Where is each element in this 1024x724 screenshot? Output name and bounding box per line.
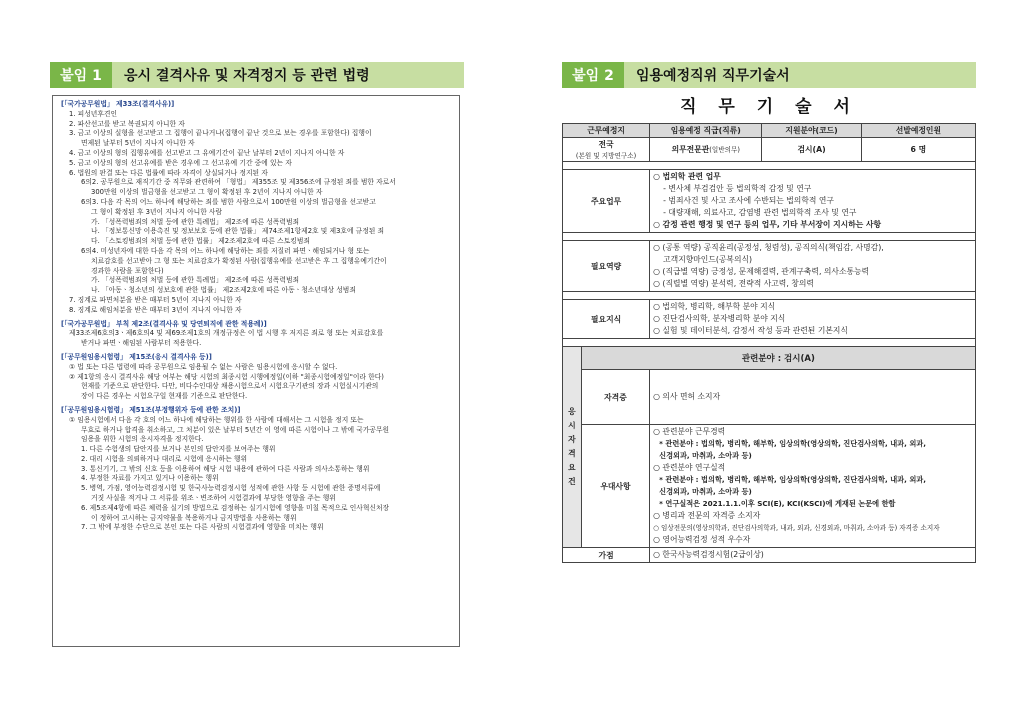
law-clause: 가. 「성폭력범죄의 처벌 등에 관한 특례법」 제2조에 따른 성폭력범죄 — [91, 217, 300, 226]
count-value: 6 명 — [861, 138, 975, 162]
row-gap — [563, 339, 976, 347]
left-section-header — [50, 62, 464, 88]
competency-item: ○ (직렬별 역량) 분석력, 전략적 사고력, 창의력 — [653, 279, 814, 288]
law-clause: 임용을 위한 시험의 응시자격을 정지한다. — [81, 435, 204, 444]
table-row — [563, 138, 976, 162]
law-clause: 나. 「정보통신망 이용촉진 및 정보보호 등에 관한 법률」 제74조제1항제2호 및 제3호에 규정된 죄 — [91, 227, 385, 236]
law-clause: 경과한 사람을 포함한다) — [91, 266, 164, 275]
law-clause: 장이 다른 경우는 시험요구일 현재를 기준으로 판단한다. — [81, 392, 248, 401]
competency-item: ○ (공통 역량) 공직윤리(공정성, 청렴성), 공직의식(책임감, 사명감), — [653, 243, 884, 252]
rank-cell — [650, 138, 762, 162]
law-clause: 6의3. 다음 각 목의 어느 하나에 해당하는 죄를 범한 사람으로서 100만원 이상의 벌금형을 선고받고 — [81, 197, 376, 206]
law-clause: ① 임용시험에서 다음 각 호의 어느 하나에 해당하는 행위를 한 사람에 대해서는 그 시험을 정지 또는 — [69, 415, 364, 424]
table-row — [563, 370, 976, 425]
preference-label: 우대사항 — [581, 425, 649, 548]
table-header-row — [563, 124, 976, 138]
table-row — [563, 548, 976, 563]
law-clause: 300만원 이상의 벌금형을 선고받고 그 형이 확정된 후 2년이 지나지 아니한 자 — [91, 188, 323, 197]
law-clause: 3. 통신기기, 그 밖의 신호 등을 이용하여 해당 시험 내용에 관하여 다른 사람과 의사소통하는 행위 — [81, 464, 370, 473]
row-gap — [563, 162, 976, 170]
requirements-vertical-char: 요 — [568, 463, 576, 472]
law-clause: 제33조제6호의3ㆍ제6호의4 및 제69조제1호의 개정규정은 이 법 시행 후 저지른 죄로 형 또는 치료감호를 — [69, 329, 384, 338]
knowledge-content — [650, 300, 976, 339]
rank-value: 의무전문관 — [671, 145, 710, 154]
workplace-cell — [563, 138, 650, 162]
law-clause: 8. 징계로 해임처분을 받은 때부터 3년이 지나지 아니한 자 — [69, 305, 242, 314]
rank-sub: (일반의무) — [709, 146, 740, 154]
competency-item: 고객지향마인드(공복의식) — [663, 255, 753, 264]
duties-content — [650, 170, 976, 233]
competency-label: 필요역량 — [563, 241, 650, 292]
law-clause: ② 제1항의 응시 결격사유 해당 여부는 해당 시험의 최종시험 시행예정일(이하 "최종시험예정일"이라 한다) — [69, 372, 384, 381]
law-clause: 면제된 날부터 5년이 지나지 아니한 자 — [81, 139, 195, 148]
table-row — [563, 425, 976, 548]
law-clause: 2. 대리 시험을 의뢰하거나 대리로 시험에 응시하는 행위 — [81, 454, 248, 463]
preference-content — [650, 425, 976, 548]
law-clause: 7. 징계로 파면처분을 받은 때부터 5년이 지나지 아니한 자 — [69, 295, 242, 304]
competency-content — [650, 241, 976, 292]
attachment-tag: 붙임 1 — [50, 62, 112, 88]
law-clause: 5. 금고 이상의 형의 선고유예를 받은 경우에 그 선고유예 기간 중에 있는 자 — [69, 158, 292, 167]
row-gap — [563, 233, 976, 241]
preference-item: ○ 영어능력검정 성적 우수자 — [653, 535, 751, 544]
duties-label: 주요업무 — [563, 170, 650, 233]
requirements-vertical-label — [563, 347, 582, 548]
preference-item: * 관련분야 : 법의학, 병리학, 해부학, 임상의학(영상의학, 진단검사의학, 내과, 외과, — [659, 439, 926, 448]
table-row — [563, 300, 976, 339]
section-title: 응시 결격사유 및 자격정지 등 관련 법령 — [124, 68, 370, 84]
table-row — [563, 347, 976, 370]
law-clause: 나. 「아동ㆍ청소년의 성보호에 관한 법률」 제2조제2호에 따른 아동ㆍ청소년대상 성범죄 — [91, 286, 356, 295]
header-rank: 임용예정 직급(직류) — [650, 124, 762, 138]
law-section-heading: [「국가공무원법」 제33조(결격사유)] — [61, 100, 175, 108]
law-clause: 치료감호를 선고받아 그 형 또는 치료감호가 확정된 사람(집행유예를 선고받은 후 그 집행유예기간이 — [91, 256, 387, 265]
preference-item: ○ 임상전문의(영상의학과, 진단검사의학과, 내과, 외과, 신경외과, 마취과, 소아과 등) 자격증 소지자 — [653, 524, 940, 532]
law-excerpt-box — [52, 95, 460, 647]
preference-item: * 관련분야 : 법의학, 병리학, 해부학, 임상의학(영상의학, 진단검사의학, 내과, 외과, — [659, 475, 926, 484]
law-clause: 무효로 하거나 합격을 취소하고, 그 처분이 있은 날부터 5년간 이 영에 따른 시험이나 그 밖에 국가공무원 — [81, 425, 390, 434]
requirements-vertical-char: 격 — [568, 449, 576, 458]
knowledge-item: ○ 법의학, 병리학, 해부학 분야 지식 — [653, 302, 776, 311]
workplace-value: 전국 — [598, 140, 614, 149]
knowledge-item: ○ 실험 및 데이터분석, 감정서 작성 등과 관련된 기본지식 — [653, 326, 848, 335]
law-clause: 2. 파산선고를 받고 복권되지 아니한 자 — [69, 119, 185, 128]
law-clause: 받거나 파면ㆍ해임된 사람부터 적용한다. — [81, 339, 202, 348]
row-gap — [563, 292, 976, 300]
workplace-sub: (본원 및 지방연구소) — [575, 152, 637, 160]
law-clause: 6의4. 미성년자에 대한 다음 각 목의 어느 하나에 해당하는 죄를 저질러 파면ㆍ해임되거나 형 또는 — [81, 246, 370, 255]
preference-item: ○ 관련분야 근무경력 — [653, 427, 726, 436]
knowledge-label: 필요지식 — [563, 300, 650, 339]
right-section-header — [562, 62, 976, 88]
preference-item: ○ 병리과 전문의 자격증 소지자 — [653, 511, 761, 520]
duties-item: - 대량재해, 의료사고, 감염병 관련 법의학적 조사 및 연구 — [663, 208, 857, 217]
law-clause: 4. 부정한 자료를 가지고 있거나 이용하는 행위 — [81, 474, 219, 483]
law-clause: 현재를 기준으로 판단한다. 다만, 비다수인대상 채용시험으로서 시험요구기관의 장과 시험실시기관의 — [81, 382, 379, 391]
header-workplace: 근무예정지 — [563, 124, 650, 138]
law-clause: 거짓 사실을 적거나 그 서류를 위조ㆍ변조하여 시험결과에 부당한 영향을 주는 행위 — [91, 494, 336, 503]
preference-item: 신경외과, 마취과, 소아과 등) — [659, 487, 752, 496]
table-row — [563, 170, 976, 233]
duties-item: ○ 감정 관련 행정 및 연구 등의 업무, 기타 부서장이 지시하는 사항 — [653, 220, 882, 229]
law-clause: 가. 「성폭력범죄의 처벌 등에 관한 특례법」 제2조에 따른 성폭력범죄 — [91, 276, 300, 285]
requirements-vertical-char: 시 — [568, 421, 576, 430]
header-field: 지원분야(코드) — [762, 124, 861, 138]
section-title: 임용예정직위 직무기술서 — [636, 68, 790, 84]
cert-value: ○ 의사 면허 소지자 — [650, 370, 976, 425]
table-row — [563, 241, 976, 292]
law-clause: 이 정하여 고시하는 금지약물을 복용하거나 금지방법을 사용하는 행위 — [91, 513, 297, 522]
duties-item: - 범죄사건 및 사고 조사에 수반되는 법의학적 연구 — [663, 196, 834, 205]
bonus-value: ○ 한국사능력검정시험(2급이상) — [650, 548, 976, 563]
preference-item: 신경외과, 마취과, 소아과 등) — [659, 451, 752, 460]
law-clause: 7. 그 밖에 부정한 수단으로 본인 또는 다른 사람의 시험결과에 영향을 미치는 행위 — [81, 523, 324, 532]
field-value: 검시(A) — [762, 138, 861, 162]
law-clause: 4. 금고 이상의 형의 집행유예를 선고받고 그 유예기간이 끝난 날부터 2년이 지나지 아니한 자 — [69, 148, 345, 157]
requirements-vertical-char: 응 — [568, 407, 576, 416]
requirements-vertical-char: 건 — [568, 477, 576, 486]
field-header: 관련분야 : 검시(A) — [581, 347, 975, 370]
law-clause: 6. 제5조제4항에 따른 체력을 실기의 방법으로 검정하는 실기시험에 영향을 미칠 목적으로 인사혁신처장 — [81, 503, 390, 512]
law-clause: 그 형이 확정된 후 3년이 지나지 아니한 사람 — [91, 207, 223, 216]
law-clause: 6. 법원의 판결 또는 다른 법률에 따라 자격이 상실되거나 정지된 자 — [69, 168, 268, 177]
job-description-table — [562, 123, 976, 563]
duties-item: ○ 법의학 관련 업무 — [653, 172, 721, 181]
bonus-label: 가점 — [563, 548, 650, 563]
competency-item: ○ (직급별 역량) 긍정성, 문제해결력, 관계구축력, 의사소통능력 — [653, 267, 870, 276]
law-clause: 1. 피성년후견인 — [69, 109, 118, 118]
preference-item: * 연구실적은 2021.1.1.이후 SCI(E), KCI(KSCI)에 게재된 논문에 한함 — [659, 499, 896, 508]
header-count: 선발예정인원 — [861, 124, 975, 138]
requirements-vertical-char: 자 — [568, 435, 576, 444]
duties-item: - 변사체 부검검안 등 법의학적 감정 및 연구 — [663, 184, 812, 193]
law-clause: 다. 「스토킹범죄의 처벌 등에 관한 법률」 제2조제2호에 따른 스토킹범죄 — [91, 237, 310, 246]
law-clause: 3. 금고 이상의 실형을 선고받고 그 집행이 끝나거나(집행이 끝난 것으로 보는 경우를 포함한다) 집행이 — [69, 129, 372, 138]
knowledge-item: ○ 진단검사의학, 분자병리학 분야 지식 — [653, 314, 786, 323]
cert-label: 자격증 — [581, 370, 649, 425]
law-clause: 6의2. 공무원으로 재직기간 중 직무와 관련하여 「형법」 제355조 및 제356조에 규정된 죄를 범한 자로서 — [81, 178, 396, 187]
preference-item: ○ 관련분야 연구실적 — [653, 463, 726, 472]
law-clause: 5. 병역, 가점, 영어능력검정시험 및 한국사능력검정시험 성적에 관한 사항 등 시험에 관한 증명서류에 — [81, 484, 381, 493]
document-title: 직 무 기 술 서 — [680, 97, 858, 117]
law-section-heading: [「국가공무원법」 부칙 제2조(결격사유 및 당연퇴직에 관한 적용례)] — [61, 319, 267, 328]
law-section-heading: [「공무원임용시험령」 제15조(응시 결격사유 등)] — [61, 352, 212, 361]
law-clause: ① 법 또는 다른 법령에 따라 공무원으로 임용될 수 없는 사람은 임용시험에 응시할 수 없다. — [69, 362, 338, 371]
law-clause: 1. 다른 수험생의 답안지를 보거나 본인의 답안지를 보여주는 행위 — [81, 445, 276, 454]
attachment-tag: 붙임 2 — [562, 62, 624, 88]
law-section-heading: [「공무원임용시험령」 제51조(부정행위자 등에 관한 조치)] — [61, 405, 241, 414]
